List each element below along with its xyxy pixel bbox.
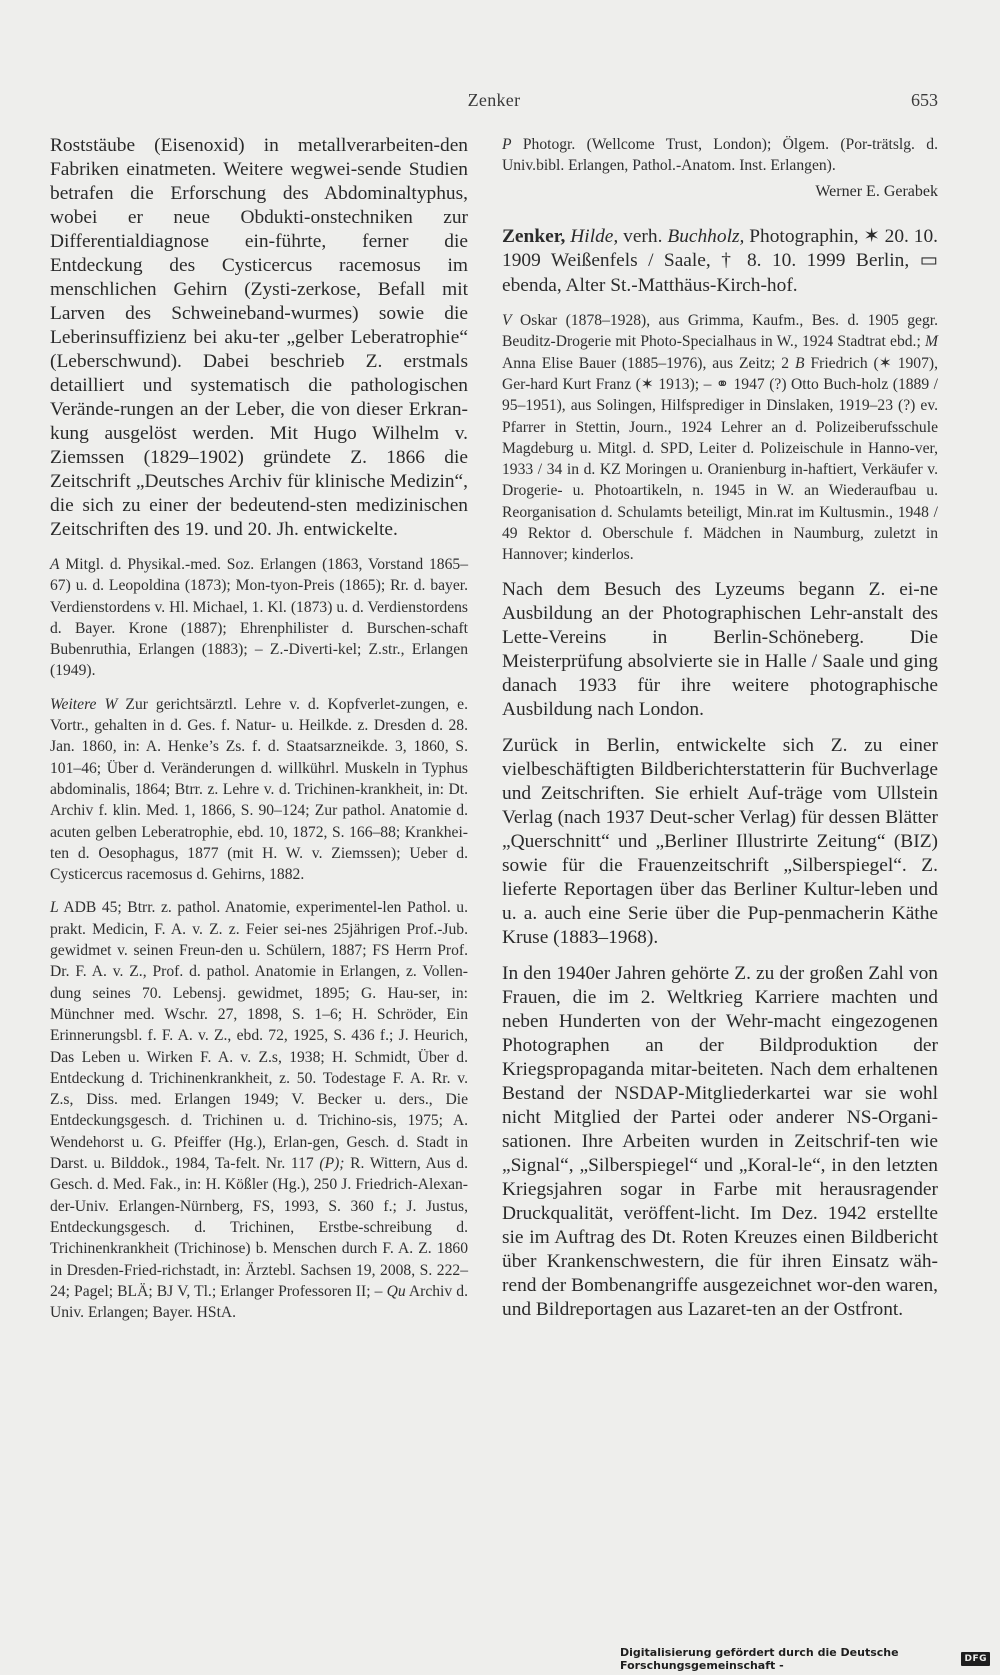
running-head: Zenker	[467, 90, 521, 110]
entry-life-data: Photographin, ✶ 20. 10. 1909 Weißenfels / Saale, † 8. 10. 1999 Berlin, ▭ ebenda, Alter St.-Matthäus-Kirch-hof.	[502, 225, 939, 296]
left-column	[50, 134, 468, 1323]
body-paragraph: Zurück in Berlin, entwickelte sich Z. zu einer vielbeschäftigten Bildberichterstatterin für Buchverlage und Zeitschriften. Sie erhielt Auf-träge vom Ullstein Verlag (nach 1937 Deut-scher Verlag) für dessen Blätter „Querschnitt“ und „Berliner Illustrirte Zeitung“ (BIZ) sowie für die Frauenzeitschrift „Silberspiegel“. Z. lieferte Reportagen über das Berliner Kultur-leben und u. a. auch eine Serie über die Pup-penmacherin Käthe Kruse (1883–1968).	[502, 734, 938, 948]
author-signature: Werner E. Gerabek	[815, 182, 938, 200]
genealogy-text-1: Oskar (1878–1928), aus Grimma, Kaufm., Bes. d. 1905 gegr. Beuditz-Drogerie mit Photo-Specialhaus in W., 1924 Stadtrat ebd.;	[502, 312, 938, 351]
entry-verh: verh.	[618, 225, 668, 247]
digitization-footer	[620, 1646, 990, 1672]
literature-text-1: ADB 45; Btrr. z. pathol. Anatomie, experimentel-len Pathol. u. prakt. Medicin, F. A. v. Z. z. Feier sei-nes 25jährigen Prof.-Jub. gewidmet v. seinen Freun-den u. Schülern, 1887; FS Herrn Prof. Dr. F. A. v. Z., Prof. d. pathol. Anatomie in Erlangen, z. Vollen-dung seines 70. Lebensj. gewidmet, 1895; G. Hau-ser, in: Münchner med. Wschr. 27, 1898, S. 1–6; H. Schröder, Ein Erinnerungsbl. f. F. A. v. Z., ebd. 72, 1925, S. 436 f.; J. Heurich, Das Leben u. Wirken F. A. v. Z.s, 1938; H. Schmidt, Über d. Entdeckung d. Trichinenkrankheit, z. 50. Todestage F. A. Rr. v. Z.s, Diss. med. Erlangen 1949; V. Becker u. ders., Die Entdeckungsgesch. d. Trichinen u. d. Trichino-sis, 1975; A. Wendehorst u. G. Pfeiffer (Hg.), Erlan-gen, Gesch. d. Stadt in Darst. u. Bilddok., 1984, Ta-felt. Nr. 117	[50, 899, 468, 1173]
portraits-text: Photogr. (Wellcome Trust, London); Ölgem. (Por-trätslg. d. Univ.bibl. Erlangen, Pathol.-Anatom. Inst. Erlangen).	[502, 136, 938, 175]
entry-married-name: Buchholz,	[667, 225, 745, 247]
works-text: Zur gerichtsärztl. Lehre v. d. Kopfverlet-zungen, e. Vortr., gehalten in d. Ges. f. Natur- u. Heilkde. z. Dresden d. 28. Jan. 1860, in: A. Henke’s Zs. f. d. Staatsarzneikde. 3, 1860, S. 101–46; Über d. Veränderungen d. willkührl. Muskeln in Typhus abdominalis, 1864; Btrr. z. Lehre v. d. Trichinen-krankheit, in: Dt. Archiv f. klin. Med. 1, 1866, S. 90–124; Zur pathol. Anatomie d. acuten gelben Leberatrophie, ebd. 10, 1872, S. 166–88; Krankhei-ten d. Oesophagus, 1877 (mit H. W. v. Ziemssen); Ueber d. Cysticercus racemosus d. Gehirns, 1882.	[50, 695, 468, 884]
works-section	[50, 694, 468, 886]
entry-heading	[502, 225, 938, 299]
awards-text: Mitgl. d. Physikal.-med. Soz. Erlangen (1863, Vorstand 1865–67) u. d. Leopoldina (1873); Mon-tyon-Preis (1865); Rr. d. bayer. Verdienstordens v. Hl. Michael, 1. Kl. (1873) u. d. Verdienstordens d. Bayer. Krone (1887); Ehrenphilister d. Burschen-schaft Bubenruthia, Erlangen (1883); – Z.-Diverti-kel; Z.str., Erlangen (1949).	[50, 556, 468, 680]
page-header	[50, 90, 938, 118]
footer-text: Digitalisierung gefördert durch die Deutsche Forschungsgemeinschaft -	[620, 1646, 899, 1672]
sources-text: Archiv d. Univ. Erlangen; Bayer. HStA.	[50, 1282, 468, 1322]
literature-text-2: R. Wittern, Aus d. Gesch. d. Med. Fak., in: H. Kößler (Hg.), 250 J. Friedrich-Alexan-der-Univ. Erlangen-Nürnberg, FS, 1993, S. 360 f.; J. Justus, Entdeckungsgesch. d. Trichinen, Erstbe-schreibung d. Trichinenkrankheit (Trichinose) b. Menschen durch F. A. Z. 1860 in Dresden-Fried-richstadt, in: Ärztebl. Sachsen 19, 2008, S. 222–24; Pagel; BLÄ; BJ V, Tl.; Erlanger Professoren II; –	[50, 1155, 468, 1300]
entry-first-name: Hilde,	[570, 225, 619, 247]
portraits-section	[502, 134, 938, 177]
section-label-p: P	[502, 136, 512, 153]
genealogy-section	[502, 310, 938, 566]
section-label-l: L	[50, 899, 59, 917]
section-label-b: B	[795, 354, 805, 372]
genealogy-text-3: Friedrich (✶ 1907), Ger-hard Kurt Franz (✶ 1913); – ⚭ 1947 (?) Otto Buch-holz (1889 / 95–1951), aus Solingen, Hilfsprediger in Dinslaken, 1919–23 (?) ev. Pfarrer in Stettin, Journ., 1924 Lehrer an d. Polizeiberufsschule Magdeburg u. Mitgl. d. SPD, Leiter d. Polizeischule in Hanno-ver, 1933 / 34 in d. KZ Moringen u. Oranienburg in-haftiert, Verkäufer v. Drogerie- u. Photoartikeln, n. 1945 in W. an Wiederaufbau u. Reorganisation d. Schulamts beteiligt, Min.rat im Kultusmin., 1948 / 49 Rektor d. Oberschule f. Mädchen in Naumburg, zuletzt in Hannover; kinderlos.	[502, 354, 938, 564]
section-label-qu: Qu	[386, 1282, 406, 1300]
right-column	[502, 134, 938, 1322]
section-label-m: M	[925, 333, 938, 351]
body-paragraph: Roststäube (Eisenoxid) in metallverarbeiten-den Fabriken einatmeten. Weitere wegwei-sende Studien betrafen die Erforschung des Abdominaltyphus, wobei er neue Obdukti-onstechniken zur Differentialdiagnose ein-führte, ferner die Entdeckung des Cysticercus racemosus im menschlichen Gehirn (Zysti-zerkose, Befall mit Larven des Schweineband-wurmes) sowie die Leberinsuffizienz bei aku-ter „gelber Leberatrophie“ (Leberschwund). Dabei beschrieb Z. erstmals detailliert und systematisch die pathologischen Verände-rungen an der Leber, die von dieser Erkran-kung ausgelöst werden. Mit Hugo Wilhelm v. Ziemssen (1829–1902) gründete Z. 1866 die Zeitschrift „Deutsches Archiv für klinische Medizin“, die sich zu einer der bedeutend-sten medizinischen Zeitschriften des 19. und 20. Jh. entwickelte.	[50, 135, 468, 540]
portrait-marker: (P);	[319, 1155, 345, 1173]
entry-surname: Zenker,	[502, 225, 566, 247]
awards-section	[50, 554, 468, 682]
section-label-a: A	[50, 556, 60, 573]
body-paragraph: Nach dem Besuch des Lyzeums begann Z. ei-ne Ausbildung an der Photographischen Lehr-anstalt des Lette-Vereins in Berlin-Schöneberg. Die Meisterprüfung absolvierte sie in Halle / Saale und ging danach 1933 für ihre weitere photographische Ausbildung nach London.	[502, 578, 938, 720]
section-label-v: V	[502, 312, 512, 330]
genealogy-text-2: Anna Elise Bauer (1885–1976), aus Zeitz; 2	[502, 354, 796, 372]
section-label-w: Weitere W	[50, 695, 118, 713]
dfg-logo-icon: DFG	[961, 1652, 990, 1666]
body-paragraph: In den 1940er Jahren gehörte Z. zu der großen Zahl von Frauen, die im 2. Weltkrieg Karriere machten und neben Hunderten von der Wehr-macht eingezogenen Photographen an der Bildproduktion der Kriegspropaganda mitar-beiteten. Nach dem erhaltenen Bestand der NSDAP-Mitgliederkartei war sie wohl nicht Mitglied der Partei oder anderer NS-Organi-sationen. Ihre Arbeiten wurden in Zeitschrif-ten wie „Signal“, „Silberspiegel“ und „Koral-le“, in den letzten Kriegsjahren sogar in Farbe mit herausragender Druckqualität, veröffent-licht. Im Dez. 1942 erstellte sie im Auftrag des Dt. Roten Kreuzes einen Bildbericht über Krankenschwestern, die für ihren Einsatz wäh-rend der Bombenangriffe ausgezeichnet wor-den waren, und Bildreportagen aus Lazaret-ten an der Ostfront.	[502, 962, 938, 1320]
page-number: 653	[911, 90, 938, 110]
literature-section	[50, 897, 468, 1323]
